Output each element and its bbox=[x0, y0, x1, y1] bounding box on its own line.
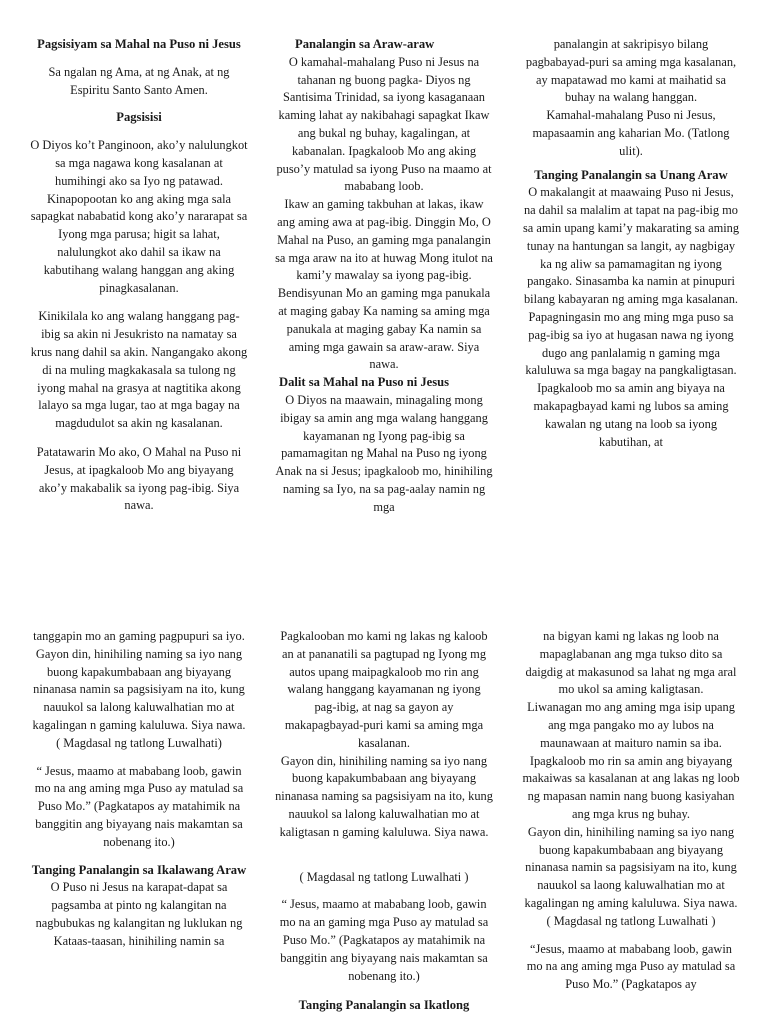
bottom-column-3 bbox=[522, 628, 740, 994]
jesus-aspiration-2: “ Jesus, maamo at mababang loob, gawin mo na an gaming mga Puso ay matulad sa Puso Mo.” (Pagkatapos ay matahimik na banggitin ang biyayang nais makamtan sa nobenang ito.) bbox=[279, 897, 489, 983]
kaharian-paragraph: Kamahal-mahalang Puso ni Jesus, mapasaamin ang kaharian Mo. (Tatlong ulit). bbox=[532, 108, 730, 158]
luwalhati-instruction-3: ( Magdasal ng tatlong Luwalhati ) bbox=[546, 913, 716, 928]
third-day-heading: Tanging Panalangin sa Ikatlong bbox=[298, 998, 470, 1013]
petition-paragraph-3: Gayon din, hinihiling naming sa iyo nang buong kapakumbabaan ang biyayang ninanasa namin sa pagsisiyam na ito, kung nauukol sa laong kaluwalhatian mo at kagalingan ng aming kaluluwa. Siya nawa. bbox=[524, 824, 738, 910]
first-day-heading: Tanging Panalangin sa Unang Araw bbox=[534, 167, 728, 182]
first-day-paragraph-1: O makalangit at maawaing Puso ni Jesus, na dahil sa malalim at tapat na pag-ibig mo sa amin upang kami’y makarating sa aming tunay na hantungan sa langit, ay nagbigay ka ng aliw sa pamamagitan ng iyong pangako. Sinasamba ka namin at pinupuri bilang kabayaran ng aming mga kasalanan. bbox=[522, 185, 740, 307]
first-day-paragraph-2: Papagningasin mo ang ming mga puso sa pag-ibig sa iyo at hugasan nawa ng iyong dugo ang panlalamig n gaming mga kaluluwa sa mga bagay na pangkaligtasan. Ipagkaloob mo sa amin ang biyaya na makapagbayad kami ng lubos sa aming kawalan ng utang na loob sa iyong kabutihan, at bbox=[525, 309, 737, 449]
bottom-half bbox=[0, 626, 768, 1024]
pagpupuri-line: tanggapin mo an gaming pagpupuri sa iyo. bbox=[33, 629, 245, 643]
petition-paragraph: Gayon din, hinihiling naming sa iyo nang buong kapakumbabaan ang biyayang ninanasa namin sa pagsisiyam na ito, kung nauukol sa lalong kaluwalhatian mo at kagalingan n gaming kaluluwa. Siya nawa. bbox=[32, 646, 246, 732]
pagsisisi-paragraph-3: Patatawarin Mo ako, O Mahal na Puso ni Jesus, at ipagkaloob Mo ang biyayang ako’y makabalik sa iyong pag-ibig. Siya nawa. bbox=[36, 444, 242, 513]
pagsisisi-paragraph-2: Kinikilala ko ang walang hanggang pag-ibig sa akin ni Jesukristo na namatay sa krus nang dahil sa akin. Nangangako akong di na muling magkakasala sa tulong ng iyong mahal na grasya at nagtitika akong lalayo sa mga lugar, tao at mga bagay na magdudulot sa akin ng kasalanan. bbox=[30, 309, 248, 431]
dalit-heading: Dalit sa Mahal na Puso ni Jesus bbox=[279, 375, 450, 390]
pagsisisi-heading: Pagsisisi bbox=[116, 110, 162, 125]
daily-prayer-paragraph-3: Bendisyunan Mo an gaming mga panukala at maging gabay Ka naming sa aming mga panukala at maging gabay Ka namin sa aming mga gawain sa araw-araw. Siya nawa. bbox=[277, 286, 491, 372]
luwalhati-instruction-2: ( Magdasal ng tatlong Luwalhati ) bbox=[299, 869, 469, 884]
opening-invocation: Sa ngalan ng Ama, at ng Anak, at ng Espiritu Santo Santo Amen. bbox=[48, 64, 230, 97]
top-column-1 bbox=[30, 36, 248, 515]
daily-prayer-heading: Panalangin sa Araw-araw bbox=[295, 37, 435, 51]
continued-paragraph: panalangin at sakripisyo bilang pagbabayad-puri sa aming mga kasalanan, ay mapatawad mo kami at maihatid sa buhay na walang hanggan. bbox=[525, 37, 737, 105]
jesus-aspiration: “ Jesus, maamo at mababang loob, gawin mo na ang aming mga Puso ay matulad sa Puso Mo.” (Pagkatapos ay matahimik na banggitin ang biyayang nais makamtan sa nobenang ito.) bbox=[34, 763, 244, 849]
luwalhati-instruction: ( Magdasal ng tatlong Luwalhati) bbox=[56, 735, 222, 750]
lakas-paragraph: Pagkalooban mo kami ng lakas ng kaloob an at pananatili sa pagtupad ng Iyong mg autos upang maipagkaloob mo rin ang walang hanggang kayamanan ng iyong pag-ibig, at nag sa gayon ay makapagbayad-puri kami sa aming mga kasalanan. bbox=[280, 629, 488, 750]
second-day-heading: Tanging Panalangin sa Ikalawang Araw bbox=[31, 862, 247, 877]
liwanagan-paragraph: Liwanagan mo ang aming mga isip upang ang mga pangako mo ay lubos na maunawaan at maituro namin sa iba. Ipagkaloob mo rin sa amin ang biyayang makaiwas sa kasalanan at ang lakas ng loob ng mapasan namin nang buong kasiyahan ang mga krus ng buhay. bbox=[522, 700, 740, 821]
novena-title: Pagsisiyam sa Mahal na Puso ni Jesus bbox=[37, 37, 241, 51]
daily-prayer-paragraph-1: O kamahal-mahalang Puso ni Jesus na tahanan ng buong pagka- Diyos ng Santisima Trinidad, sa iyong kasaganaan kaming lahat ay nakibahagi sapagkat Ikaw ang bukal ng buhay, kagalingan, at kabanalan. Ipagkaloob Mo ang aking puso’y matulad sa iyong Puso na maamo at mababang loob. bbox=[276, 54, 492, 194]
top-column-3 bbox=[522, 36, 740, 451]
bottom-column-1 bbox=[30, 628, 248, 951]
petition-paragraph-2: Gayon din, hinihiling naming sa iyo nang buong kapakumbabaan ang biyayang ninanasa naming sa pagsisiyam na ito, kung nauukol sa lalong kaluwalhatian mo at kaligtasan n gaming kaluluwa. Siya nawa. bbox=[275, 753, 493, 839]
bottom-column-2 bbox=[275, 628, 493, 1015]
tukso-paragraph: na bigyan kami ng lakas ng loob na mapaglabanan ang mga tukso dito sa daigdig at makasunod sa lahat ng mga aral mo ukol sa aming kaligtasan. bbox=[525, 629, 737, 697]
daily-prayer-paragraph-2: Ikaw an gaming takbuhan at lakas, ikaw ang aming awa at pag-ibig. Dinggin Mo, O Mahal na Puso, an gaming mga panalangin sa mga araw na ito at huwag Mong itulot na kami’y mawalay sa iyong pag-ibig. bbox=[275, 197, 493, 283]
second-day-paragraph: O Puso ni Jesus na karapat-dapat sa pagsamba at pinto ng kalangitan na nagbubukas ng kalangitan ng luklukan ng Kataas-taasan, hinihiling namin sa bbox=[35, 880, 243, 948]
top-column-2 bbox=[275, 36, 493, 517]
pagsisisi-paragraph-1: O Diyos ko’t Panginoon, ako’y nalulungkot sa mga nagawa kong kasalanan at humihingi ako sa Iyo ng patawad. Kinapopootan ko ang aking mga sala sapagkat nababatid kong ako’y nararapat sa Iyong mga parusa; higit sa lahat, nalulungkot ako dahil sa ikaw na kabutihang walang hanggan ang aking pinagkasalanan. bbox=[30, 138, 248, 295]
dalit-paragraph: O Diyos na maawain, minagaling mong ibigay sa amin ang mga walang hanggang kayamanan ng Iyong pag-ibig sa pamamagitan ng Mahal na Puso ng iyong Anak na si Jesus; ipagkaloob mo, hinihiling naming sa Iyo, na sa pag-aalay namin ng mga bbox=[275, 392, 493, 514]
jesus-aspiration-3: “Jesus, maamo at mababang loob, gawin mo na ang aming mga Puso ay matulad sa Puso Mo.” (Pagkatapos ay bbox=[526, 941, 736, 992]
